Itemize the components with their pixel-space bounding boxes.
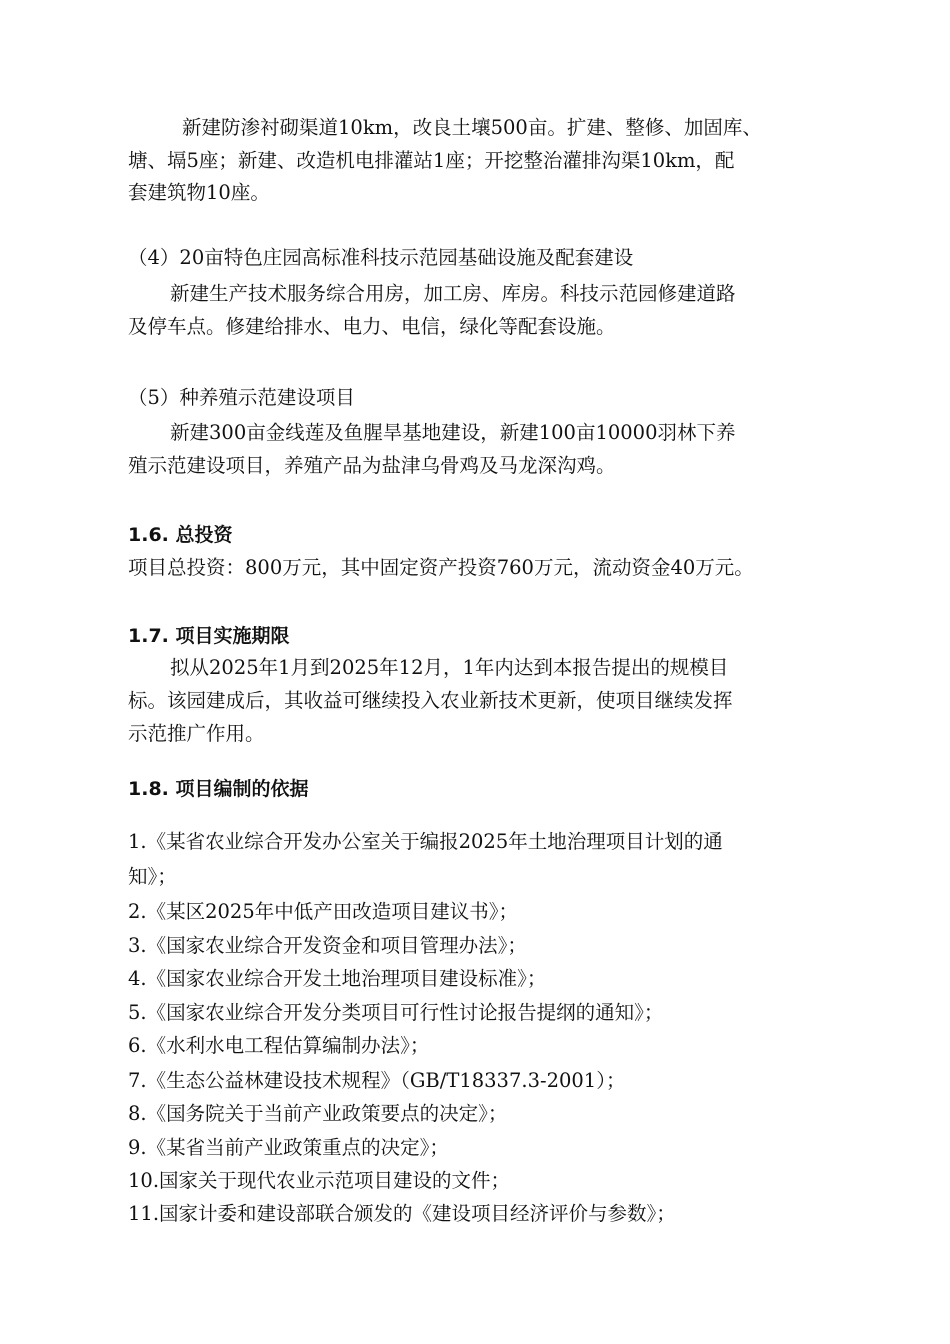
section-1-7-line-2: 标。该园建成后，其收益可继续投入农业新技术更新，使项目继续发挥 [128,689,733,712]
basis-item-2: 2.《某区2025年中低产田改造项目建议书》； [128,900,518,923]
basis-item-9: 9.《某省当前产业政策重点的决定》； [128,1136,449,1159]
basis-item-6: 6.《水利水电工程估算编制办法》； [128,1034,430,1057]
item4-line-2: 及停车点。修建给排水、电力、电信，绿化等配套设施。 [128,315,616,338]
section-1-7-heading: 1.7. 项目实施期限 [128,625,290,647]
irrigation-line-1: 新建防渗衬砌渠道10km，改良土壤500亩。扩建、整修、加固库、 [182,116,762,139]
item4-line-1: 新建生产技术服务综合用房，加工房、库房。科技示范园修建道路 [170,282,736,305]
section-1-6-text: 项目总投资：800万元，其中固定资产投资760万元，流动资金40万元。 [128,556,754,579]
basis-item-1-cont: 知》； [128,865,177,888]
item5-line-1: 新建300亩金线莲及鱼腥旱基地建设，新建100亩10000羽林下养 [170,421,736,444]
basis-item-1: 1.《某省农业综合开发办公室关于编报2025年土地治理项目计划的通 [128,830,723,853]
item5-line-2: 殖示范建设项目，养殖产品为盐津乌骨鸡及马龙深沟鸡。 [128,454,616,477]
section-1-6-heading: 1.6. 总投资 [128,524,233,546]
basis-item-5: 5.《国家农业综合开发分类项目可行性讨论报告提纲的通知》； [128,1001,664,1024]
irrigation-line-2: 塘、塥5座；新建、改造机电排灌站1座；开挖整治灌排沟渠10km，配 [128,149,735,172]
basis-item-10: 10.国家关于现代农业示范项目建设的文件； [128,1169,511,1192]
section-1-7-line-1: 拟从2025年1月到2025年12月，1年内达到本报告提出的规模目 [170,656,729,679]
item5-title: （5）种养殖示范建设项目 [128,386,355,409]
section-1-8-heading: 1.8. 项目编制的依据 [128,778,309,800]
item4-title: （4）20亩特色庄园高标准科技示范园基础设施及配套建设 [128,246,634,269]
basis-item-7: 7.《生态公益林建设技术规程》（GB/T18337.3-2001）； [128,1069,626,1092]
irrigation-line-3: 套建筑物10座。 [128,181,270,204]
section-1-7-line-3: 示范推广作用。 [128,722,265,745]
basis-item-4: 4.《国家农业综合开发土地治理项目建设标准》； [128,967,547,990]
basis-item-8: 8.《国务院关于当前产业政策要点的决定》； [128,1102,508,1125]
basis-item-3: 3.《国家农业综合开发资金和项目管理办法》； [128,934,527,957]
basis-item-11: 11.国家计委和建设部联合颁发的《建设项目经济评价与参数》； [128,1202,676,1225]
